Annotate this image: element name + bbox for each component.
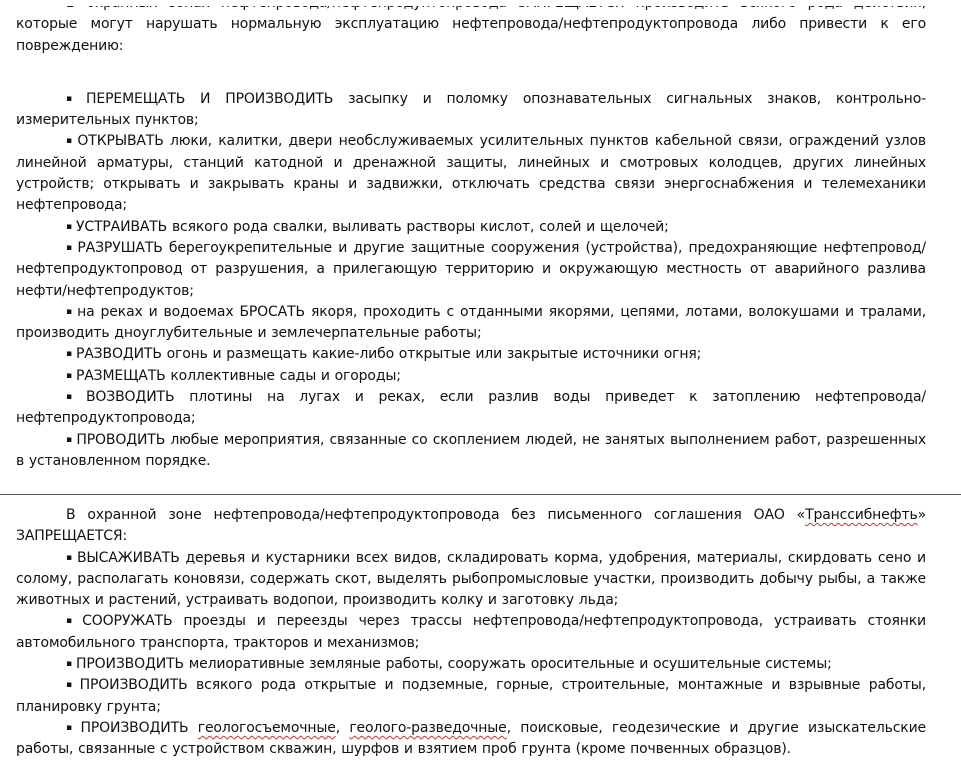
list-item	[16, 430, 926, 473]
bullet-icon: ▪	[66, 221, 72, 232]
section-agreement-prohibitions	[16, 505, 926, 761]
list-item-text: СООРУЖАТЬ проезды и переезды через трассы нефтепровода/нефтепродуктопровода, устраивать стоянки автомобильного транспорта, тракторов и механизмов;	[16, 613, 926, 651]
spellcheck-flagged-word: Транссибнефть	[805, 507, 918, 523]
list-item	[16, 387, 926, 430]
list-item-text: на реках и водоемах БРОСАТЬ якоря, проходить с отданными якорями, цепями, лотами, волокушами и тралами, производить дноуглубительные и землечерпательные работы;	[16, 303, 926, 342]
section-intro: которые могут нарушать нормальную эксплуатацию нефтепровода/нефтепродуктопровода либо привести к его повреждению:	[16, 16, 926, 54]
list-item	[16, 344, 926, 365]
section-intro	[16, 505, 926, 548]
list-item-text: ПЕРЕМЕЩАТЬ И ПРОИЗВОДИТЬ засыпку и поломку опознавательных сигнальных знаков, контрольно-измерительных пунктов;	[16, 90, 927, 129]
list-item-text: УСТРАИВАТЬ всякого рода свалки, выливать растворы кислот, солей и щелочей;	[75, 218, 669, 235]
top-edge-mask	[0, 0, 961, 6]
list-item-text: РАЗРУШАТЬ берегоукрепительные и другие защитные сооружения (устройства), предохраняющие нефтепровод/нефтепродуктопровод от разрушения, а прилегающую территорию и окружающую местность от аварийного разлива нефти/нефтепродуктов;	[16, 239, 926, 299]
intro-text-end: » ЗАПРЕЩАЕТСЯ:	[16, 507, 926, 545]
list-item	[16, 611, 926, 654]
list-item	[16, 675, 926, 718]
list-item	[16, 217, 926, 238]
spellcheck-flagged-word: геолого-разведочные	[349, 719, 507, 736]
list-item	[16, 89, 926, 132]
list-item-text: РАЗМЕЩАТЬ коллективные сады и огороды;	[75, 367, 401, 384]
bullet-icon: ▪	[66, 370, 72, 381]
bullet-icon: ▪	[66, 349, 72, 360]
bullet-icon: ▪	[66, 680, 76, 691]
bullet-icon: ▪	[66, 136, 74, 147]
bullet-icon: ▪	[66, 434, 73, 445]
list-item-text-end: , поисковые, геодезические и другие изыскательские работы, связанные с устройством скважин, шурфов и взятием проб грунта (кроме почвенных образцов).	[16, 719, 927, 758]
list-item-text: ОТКРЫВАТЬ люки, калитки, двери необслуживаемых усилительных пунктов кабельной связи, ограждений узлов линейной арматуры, станций катодной и дренажной защиты, линейных и смотровых колодцев, других линейных устройств; открывать и закрывать краны и задвижки, отключать средства связи энергоснабжения и телемеханики нефтепровода;	[16, 133, 926, 214]
bullet-icon: ▪	[66, 659, 72, 670]
spellcheck-flagged-word: геологосъемочные	[197, 719, 336, 736]
list-item	[16, 718, 926, 761]
intro-text-start: В охранной зоне нефтепровода/нефтепродуктопровода без письменного соглашения ОАО «	[66, 507, 806, 523]
section-oil-pipeline-prohibitions	[16, 0, 926, 472]
list-item-text: ПРОИЗВОДИТЬ мелиоративные земляные работы, сооружать оросительные и осушительные системы;	[75, 656, 832, 673]
list-item	[16, 548, 926, 612]
bullet-icon: ▪	[66, 242, 74, 253]
list-item-text: ВЫСАЖИВАТЬ деревья и кустарники всех видов, складировать корма, удобрения, материалы, скирдовать сено и солому, располагать коновязи, содержать скот, выделять рыбопромысловые участки, производить добычу рыбы, а также животных и растений, устраивать водопои, производить колку и заготовку льда;	[16, 549, 926, 609]
list-item-text: ПРОВОДИТЬ любые мероприятия, связанные со скоплением людей, не занятых выполнением работ, разрешенных в установленном порядке.	[16, 431, 927, 469]
bullet-icon: ▪	[66, 722, 77, 733]
list-item-text-start: ПРОИЗВОДИТЬ	[80, 719, 198, 736]
list-item-text: ПРОИЗВОДИТЬ всякого рода открытые и подземные, горные, строительные, монтажные и взрывные работы, планировку грунта;	[16, 677, 926, 715]
bullet-icon: ▪	[66, 392, 82, 403]
list-item-text: РАЗВОДИТЬ огонь и размещать какие-либо открытые или закрытые источники огня;	[75, 346, 702, 363]
list-item-text-middle: ,	[335, 719, 350, 736]
blank-line	[16, 57, 926, 89]
bullet-icon: ▪	[66, 306, 74, 317]
list-item	[16, 302, 926, 345]
list-item	[16, 131, 926, 216]
section-divider	[0, 494, 961, 495]
bullet-icon: ▪	[66, 552, 73, 563]
list-item	[16, 238, 926, 302]
bullet-icon: ▪	[66, 93, 83, 104]
list-item	[16, 366, 926, 387]
bullet-icon: ▪	[66, 616, 79, 627]
list-item	[16, 654, 926, 675]
list-item-text: ВОЗВОДИТЬ плотины на лугах и реках, если разлив воды приведет к затоплению нефтепровода/нефтепродуктопровода;	[16, 389, 926, 427]
